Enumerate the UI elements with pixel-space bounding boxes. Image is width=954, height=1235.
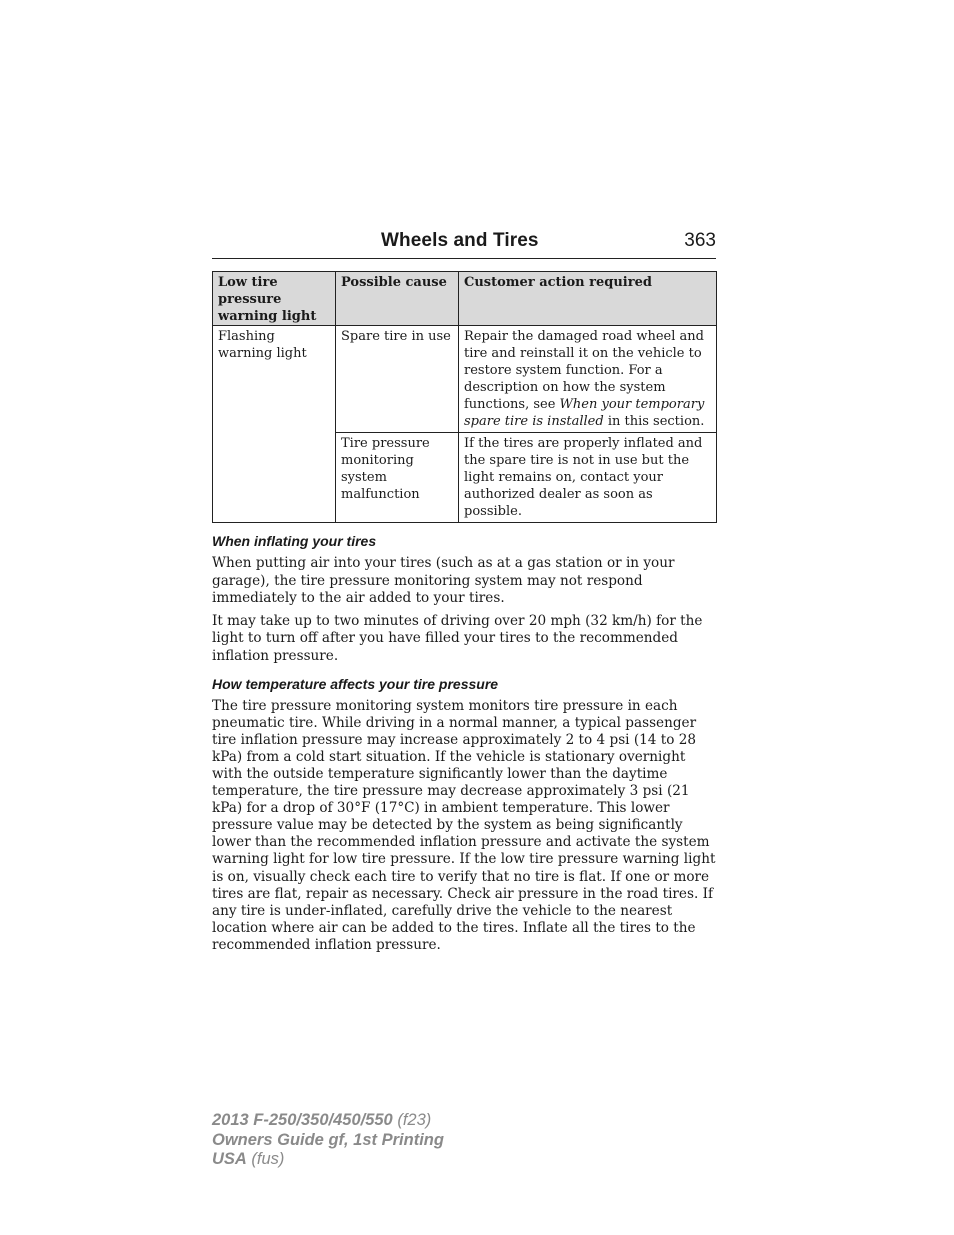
page-body bbox=[212, 226, 716, 954]
section-title: Wheels and Tires bbox=[381, 230, 539, 251]
column-header-light: Low tire pressure warning light bbox=[213, 272, 336, 326]
page-footer bbox=[212, 1111, 444, 1170]
column-header-action: Customer action required bbox=[459, 272, 717, 326]
cause-cell: Tire pressure monitoring system malfunction bbox=[336, 433, 459, 523]
page-header bbox=[212, 226, 716, 259]
action-cell: If the tires are properly inflated and the spare tire is not in use but the light remains on, contact your authorized dealer as soon as possible. bbox=[459, 433, 717, 523]
footer-region: USA bbox=[212, 1150, 247, 1168]
paragraph: The tire pressure monitoring system monitors tire pressure in each pneumatic tire. While driving in a normal manner, a typical passenger tire inflation pressure may increase approximately 2 to 4 psi (14 to 28 kPa) from a cold start situation. If the vehicle is stationary overnight with the outside temperature significantly lower than the daytime temperature, the tire pressure may decrease approximately 3 psi (21 kPa) for a drop of 30°F (17°C) in ambient temperature. This lower pressure value may be detected by the system as being significantly lower than the recommended inflation pressure and activate the system warning light for low tire pressure. If the low tire pressure warning light is on, visually check each tire to verify that no tire is flat. If one or more tires are flat, repair as necessary. Check air pressure in the road tires. If any tire is under-inflated, carefully drive the vehicle to the nearest location where air can be added to the tires. Inflate all the tires to the recommended inflation pressure. bbox=[212, 697, 716, 953]
footer-code: (fus) bbox=[246, 1150, 285, 1168]
table-row bbox=[213, 326, 717, 433]
subheading-temperature: How temperature affects your tire pressure bbox=[212, 675, 499, 692]
action-text: Repair the damaged road wheel and tire and reinstall it on the vehicle to restore system function. For a description on how the system functions, see bbox=[464, 329, 704, 412]
table-header-row bbox=[213, 272, 717, 326]
action-text-end: in this section. bbox=[603, 414, 705, 429]
footer-line bbox=[212, 1111, 444, 1131]
column-header-cause: Possible cause bbox=[336, 272, 459, 326]
footer-model: 2013 F-250/350/450/550 bbox=[212, 1111, 393, 1129]
footer-line: Owners Guide gf, 1st Printing bbox=[212, 1130, 444, 1149]
footer-code: (f23) bbox=[392, 1111, 432, 1129]
cause-cell: Spare tire in use bbox=[336, 326, 459, 433]
paragraph: When putting air into your tires (such as at a gas station or in your garage), the tire pressure monitoring system may not respond immediately to the air added to your tires. bbox=[212, 555, 675, 607]
paragraph: It may take up to two minutes of driving over 20 mph (32 km/h) for the light to turn off after you have filled your tires to the recommended inflation pressure. bbox=[212, 612, 703, 664]
subheading-inflating: When inflating your tires bbox=[212, 533, 377, 549]
warning-light-table bbox=[212, 271, 717, 523]
cross-reference-link: When your temporary spare tire is installed bbox=[464, 397, 705, 429]
action-cell bbox=[459, 326, 717, 433]
page-number: 363 bbox=[684, 230, 716, 251]
footer-line bbox=[212, 1150, 444, 1170]
light-state-cell: Flashing warning light bbox=[213, 326, 336, 523]
